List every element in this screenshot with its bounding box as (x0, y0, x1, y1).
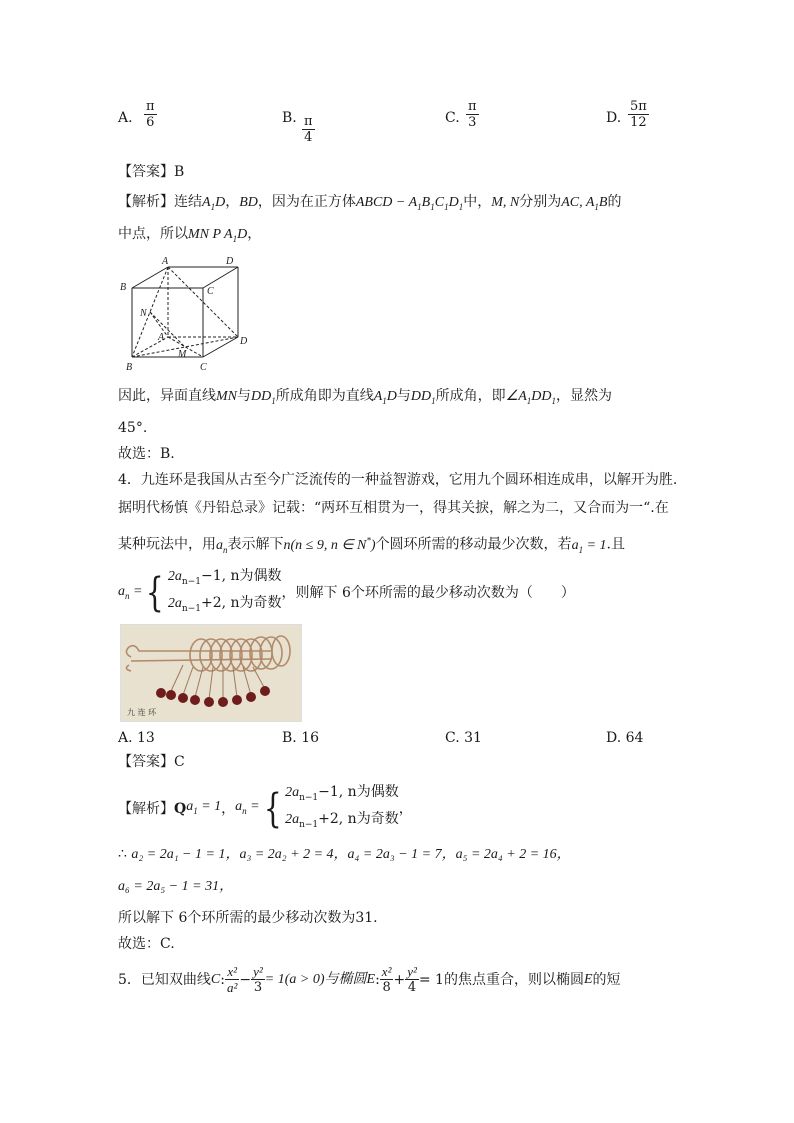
answer-tag: 【答案】 (118, 164, 174, 180)
math-a1-eq: $a_1 = 1$ (571, 537, 607, 555)
label-a1: A (162, 256, 169, 267)
text: 连结 (174, 194, 202, 210)
q5-line1: 5．已知双曲线 C : $\frac{\text{x²}}{\text{a²}}$ − $\frac{\text{y²}}{3}$ = 1(a > 0)与椭圆 E : $\frac{\text{x²}}{8}$ + $\frac{\text{y²}}{4}$ = 1的焦点重合，则以椭圆 E 的短 (118, 964, 621, 995)
label-c: C (200, 362, 207, 373)
text: ， (225, 194, 240, 210)
case-even (285, 782, 399, 809)
text: 中， (463, 194, 492, 210)
math-an-lhs: $a_n$ = (118, 584, 143, 602)
text: 与 (396, 388, 411, 404)
text: .且 (606, 536, 625, 553)
case-sub: n−1 (181, 576, 201, 587)
text: 与 (237, 388, 251, 404)
math-mn: M, N (491, 195, 520, 210)
math-e2: E (583, 971, 593, 987)
option-a (118, 108, 133, 128)
brace: { (146, 569, 165, 616)
math-e: E (366, 971, 376, 987)
case-term: 2a (285, 785, 300, 800)
q3-answer (118, 162, 184, 182)
case-tail: −1, n为偶数 (318, 784, 399, 800)
q4-option-d: D. 64 (606, 730, 644, 746)
q3-analysis-line1 (118, 192, 621, 217)
option-c (445, 108, 460, 128)
photo-caption: 九 连 环 (127, 708, 157, 717)
label-n: N (140, 308, 147, 319)
text: ， (398, 800, 413, 817)
frac-x2-8 (380, 964, 394, 995)
q4-option-c: C. 31 (445, 730, 482, 746)
frac-x2-a2 (225, 964, 239, 995)
nine-rings-photo (120, 624, 302, 722)
math-dd1: $DD_1$ (251, 389, 276, 406)
label-a: A (158, 332, 165, 343)
analysis-tag: 【解析】 (118, 800, 174, 817)
option-a-label: A. (118, 110, 133, 126)
answer-value: C (174, 754, 185, 770)
math-eq: = 1 (201, 798, 222, 814)
math-mn2: MN (216, 389, 237, 404)
text: 中点，所以 (118, 226, 188, 242)
option-d-label: D. (606, 110, 622, 126)
option-b (282, 108, 297, 128)
text: 分别为 (519, 194, 562, 210)
frac-num: π (304, 114, 313, 129)
q4-line1: 4．九连环是我国从古至今广泛流传的一种益智游戏，它用九个圆环相连成串，以解开为胜. (118, 472, 678, 488)
text: ， (247, 226, 262, 242)
q4-steps (118, 844, 571, 865)
case-tail: +2, n为奇数 (318, 810, 399, 827)
answer-tag: 【答案】 (118, 754, 174, 770)
q4-question-tail: ，则解下 6个环所需的最少移动次数为（ ） (281, 584, 575, 601)
case-sub: n−1 (299, 819, 319, 830)
q3-conclusion: 故选：B. (118, 446, 175, 462)
case-sub: n−1 (181, 603, 201, 614)
math-a1d: $A_1D$ (202, 195, 226, 212)
label-d: D (240, 336, 248, 347)
frac-num: x² (227, 964, 238, 979)
q3-analysis-line3 (118, 386, 612, 411)
math-cube: ABCD − $A_1B_1C_1D_1$ (355, 195, 464, 212)
label-b: B (126, 362, 133, 373)
math-ac-a1b: AC, $A_1B$ (561, 195, 608, 212)
text: . (142, 420, 148, 436)
text: ，因为在正方体 (257, 194, 356, 210)
text: 所成角，即 (435, 388, 506, 404)
case-tail: +2, n为奇数 (200, 594, 282, 611)
frac-num: 5π (630, 99, 647, 114)
text: 表示解下 (227, 536, 284, 553)
option-a-fraction (144, 99, 157, 130)
q4-answer (118, 752, 185, 772)
math-an: $a_n$ (216, 537, 228, 555)
frac-den: 3 (253, 980, 263, 995)
math-a1: $a_1 = 1$ (186, 798, 222, 816)
q4-option-b: B. 16 (282, 730, 320, 746)
analysis-tag: 【解析】 (118, 194, 174, 210)
math-step6: a₆ = 2a₅ − 1 = 31， (118, 879, 234, 894)
text: 某种玩法中，用 (118, 536, 216, 553)
text: = 1的焦点重合，则以椭圆 (418, 971, 584, 988)
case-term: 2a (285, 811, 300, 827)
math-bd: BD (239, 195, 258, 210)
case-tail: −1, n为偶数 (200, 568, 282, 584)
therefore-symbol: ∴ (118, 846, 127, 862)
answer-value: B (174, 164, 185, 180)
because-symbol: Q (174, 800, 187, 817)
brace: { (263, 785, 282, 832)
option-d-fraction (628, 99, 649, 130)
option-c-label: C. (445, 110, 460, 126)
q4-conclusion: 故选：C. (118, 936, 175, 952)
frac-den: 12 (630, 115, 647, 130)
option-c-fraction (466, 99, 479, 130)
frac-num: π (146, 99, 155, 114)
cube-figure (118, 254, 253, 374)
text: 的 (607, 194, 622, 210)
label-m: M (178, 349, 187, 360)
frac-num: y² (253, 964, 263, 979)
math-eq-a: = 1(a > 0)与椭圆 (264, 971, 367, 987)
math-steps: a₂ = 2a₁ − 1 = 1，a₃ = 2a₂ + 2 = 4，a₄ = 2a₃ − 1 = 7，a₅ = 2a₄ + 2 = 16， (131, 847, 571, 862)
frac-num: π (468, 99, 477, 114)
math-dd1-2: $DD_1$ (410, 389, 436, 406)
label-b1: B (120, 282, 127, 293)
q4-step6 (118, 876, 233, 897)
case-odd (285, 809, 399, 836)
q4-line2: 据明代杨慎《丹铅总录》记载：“两环互相贯为一，得其关捩，解之为二，又合而为一“.在 (118, 500, 669, 516)
frac-den: 4 (304, 130, 313, 145)
math-angle: $\angle A_1DD_1$ (505, 389, 556, 406)
math-c: C (210, 971, 221, 987)
label-d1: D (226, 256, 234, 267)
text: 的短 (592, 971, 621, 988)
text: 所成角即为直线 (275, 388, 374, 404)
q4-option-a: A. 13 (118, 730, 155, 746)
frac-den: 8 (382, 980, 391, 995)
q4-recurrence (118, 566, 575, 620)
frac-den: a² (226, 980, 238, 995)
q4-analysis-line1 (118, 782, 413, 836)
case-term: 2a (167, 569, 182, 584)
option-d (606, 108, 621, 128)
nine-rings-illustration (121, 625, 301, 721)
math-an2: $a_n$ = (235, 798, 260, 816)
label-c1: C (207, 286, 214, 297)
frac-den: 4 (407, 980, 417, 995)
math-a: a (235, 798, 243, 814)
frac-y2-3 (251, 964, 265, 995)
option-b-fraction (302, 114, 315, 145)
math-mn-parallel: MN P $A_1D$ (188, 227, 248, 244)
text: 5．已知双曲线 (118, 971, 211, 988)
case-sub: n−1 (299, 792, 319, 803)
text: 因此，异面直线 (118, 388, 216, 404)
q4-line3 (118, 530, 625, 559)
frac-den: 6 (146, 115, 155, 130)
q4-summary: 所以解下 6个环所需的最少移动次数为31. (118, 910, 378, 926)
frac-num: y² (407, 964, 417, 979)
math-a1d-2: $A_1D$ (373, 389, 397, 406)
case-even (168, 566, 282, 593)
q3-angle-line (118, 418, 147, 438)
case-term: 2a (167, 595, 182, 611)
text: ，显然为 (556, 388, 612, 404)
math-n-cond: n(n ≤ 9, n ∈ N*) (283, 535, 376, 553)
angle-value: 45° (118, 420, 143, 436)
frac-y2-4 (405, 964, 419, 995)
frac-num: x² (381, 964, 392, 979)
option-b-label: B. (282, 110, 297, 126)
frac-den: 3 (468, 115, 477, 130)
q3-analysis-line2 (118, 224, 261, 249)
text: ， (221, 800, 236, 817)
case-odd (168, 593, 282, 620)
math-a: a (186, 798, 194, 814)
text: 个圆环所需的移动最少次数，若 (375, 536, 572, 553)
